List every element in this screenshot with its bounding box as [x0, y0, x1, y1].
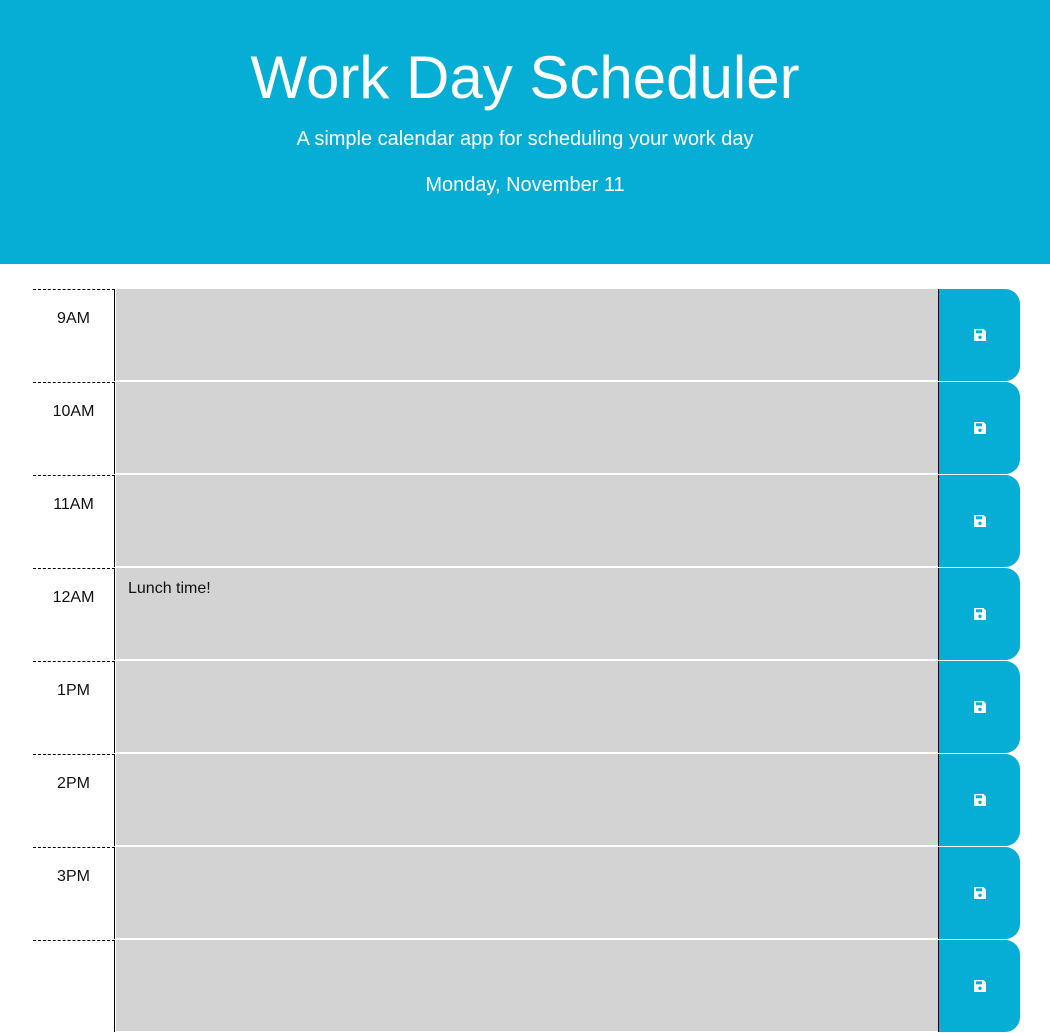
- floppy-disk-icon: [973, 700, 987, 714]
- floppy-disk-icon: [973, 793, 987, 807]
- save-button[interactable]: [938, 661, 1020, 753]
- time-block-row: [33, 475, 1020, 568]
- time-block-row: [33, 754, 1020, 847]
- floppy-disk-icon: [973, 979, 987, 993]
- save-button[interactable]: [938, 475, 1020, 567]
- event-description[interactable]: [116, 382, 938, 474]
- time-block-row: [33, 661, 1020, 754]
- hour-label: 11AM: [33, 475, 115, 567]
- save-button[interactable]: [938, 940, 1020, 1032]
- floppy-disk-icon: [973, 886, 987, 900]
- hour-label: [33, 940, 115, 1032]
- floppy-disk-icon: [973, 328, 987, 342]
- hour-label: 10AM: [33, 382, 115, 474]
- hour-label: 9AM: [33, 289, 115, 381]
- event-description[interactable]: [116, 568, 938, 660]
- current-day: Monday, November 11: [425, 174, 625, 196]
- hour-label: 1PM: [33, 661, 115, 753]
- event-description[interactable]: [116, 661, 938, 753]
- page-title: Work Day Scheduler: [250, 44, 800, 111]
- time-block-row: [33, 847, 1020, 940]
- save-button[interactable]: [938, 289, 1020, 381]
- hour-label: 2PM: [33, 754, 115, 846]
- floppy-disk-icon: [973, 421, 987, 435]
- save-button[interactable]: [938, 568, 1020, 660]
- hour-label: 12AM: [33, 568, 115, 660]
- time-block-row: [33, 289, 1020, 382]
- time-block-row: [33, 382, 1020, 475]
- floppy-disk-icon: [973, 607, 987, 621]
- event-description[interactable]: [116, 940, 938, 1032]
- hour-label: 3PM: [33, 847, 115, 939]
- save-button[interactable]: [938, 847, 1020, 939]
- time-block-row: [33, 568, 1020, 661]
- event-description[interactable]: [116, 475, 938, 567]
- event-description[interactable]: [116, 847, 938, 939]
- save-button[interactable]: [938, 382, 1020, 474]
- event-description[interactable]: [116, 289, 938, 381]
- event-description[interactable]: [116, 754, 938, 846]
- floppy-disk-icon: [973, 514, 987, 528]
- time-block-list: [33, 289, 1020, 1033]
- save-button[interactable]: [938, 754, 1020, 846]
- header-banner: [0, 0, 1050, 264]
- time-block-row: [33, 940, 1020, 1033]
- page-subtitle: A simple calendar app for scheduling your work day: [296, 128, 754, 150]
